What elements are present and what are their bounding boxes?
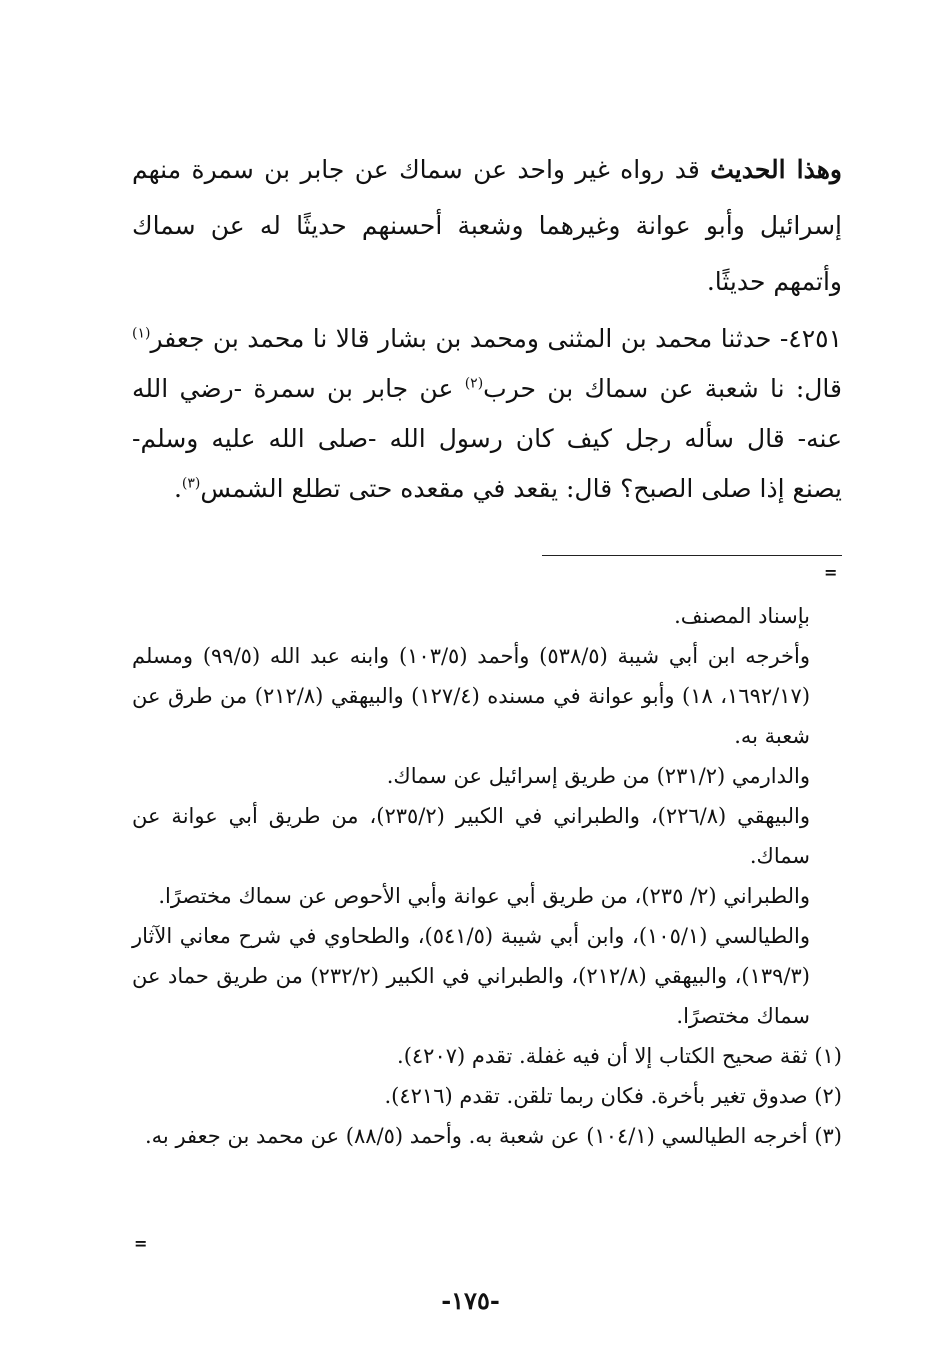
footnote-separator xyxy=(542,555,842,556)
footnote-marker-3[interactable]: (٣) xyxy=(181,475,201,492)
opening-paragraph xyxy=(132,142,842,310)
footnote-2: (٢) صدوق تغير بأخرة. فكان ربما تلقن. تقدم (٤٢١٦). xyxy=(384,1084,842,1108)
footnote-marker-2[interactable]: (٢) xyxy=(464,375,484,392)
footnote-marker-1[interactable]: (١) xyxy=(132,325,151,342)
note-line: وأخرجه ابن أبي شيبة (٥٣٨/٥) وأحمد (١٠٣/٥) وابنه عبد الله (٩٩/٥) ومسلم (١٦٩٢/١٧، ١٨) وأبو عوانة في مسنده (١٢٧/٤) والبيهقي (٢١٢/٨) من طرق عن شعبة به. xyxy=(132,644,811,748)
note-line: بإسناد المصنف. xyxy=(674,604,810,628)
footnotes-section xyxy=(132,596,842,1156)
hadith-text-part-3: عن جابر بن سمرة -رضي الله عنه- قال سأله رجل كيف كان رسول الله -صلى الله عليه وسلم- يصنع إذا صلى الصبح؟ قال: يقعد في مقعده حتى تطلع الشمس xyxy=(132,374,842,503)
continuation-mark-bottom: = xyxy=(134,1234,148,1253)
paragraph-text: قد رواه غير واحد عن سماك عن جابر بن سمرة منهم إسرائيل وأبو عوانة وغيرهما وشعبة أحسنهم حديثًا له عن سماك وأتمهم حديثًا. xyxy=(132,155,842,296)
footnote-3: (٣) أخرجه الطيالسي (١٠٤/١) عن شعبة به. وأحمد (٨٨/٥) عن محمد بن جعفر به. xyxy=(145,1124,842,1148)
note-line: والطبراني (٢/ ٢٣٥)، من طريق أبي عوانة وأبي الأحوص عن سماك مختصرًا. xyxy=(158,884,810,908)
note-line: والدارمي (٢٣١/٢) من طريق إسرائيل عن سماك. xyxy=(386,764,810,788)
hadith-text-part-1: ٤٢٥١- حدثنا محمد بن المثنى ومحمد بن بشار قالا نا محمد بن جعفر xyxy=(150,324,842,353)
hadith-text-part-2: قال: نا شعبة عن سماك بن حرب xyxy=(483,374,842,403)
page-number: -١٧٥- xyxy=(441,1286,500,1315)
continuation-mark-top: = xyxy=(824,563,838,582)
note-line: والبيهقي (٢٢٦/٨)، والطبراني في الكبير (٢٣٥/٢)، من طريق أبي عوانة عن سماك. xyxy=(132,804,810,868)
note-line: والطيالسي (١٠٥/١)، وابن أبي شيبة (٥٤١/٥)، والطحاوي في شرح معاني الآثار (١٣٩/٣)، والبيهقي (٢١٢/٨)، والطبراني في الكبير (٢٣٢/٢) من طريق حماد عن سماك مختصرًا. xyxy=(132,924,810,1028)
footnote-1: (١) ثقة صحيح الكتاب إلا أن فيه غفلة. تقدم (٤٢٠٧). xyxy=(397,1044,842,1068)
paragraph-lead: وهذا الحديث xyxy=(710,155,842,184)
hadith-text-end: . xyxy=(173,474,182,503)
hadith-paragraph xyxy=(132,314,842,514)
